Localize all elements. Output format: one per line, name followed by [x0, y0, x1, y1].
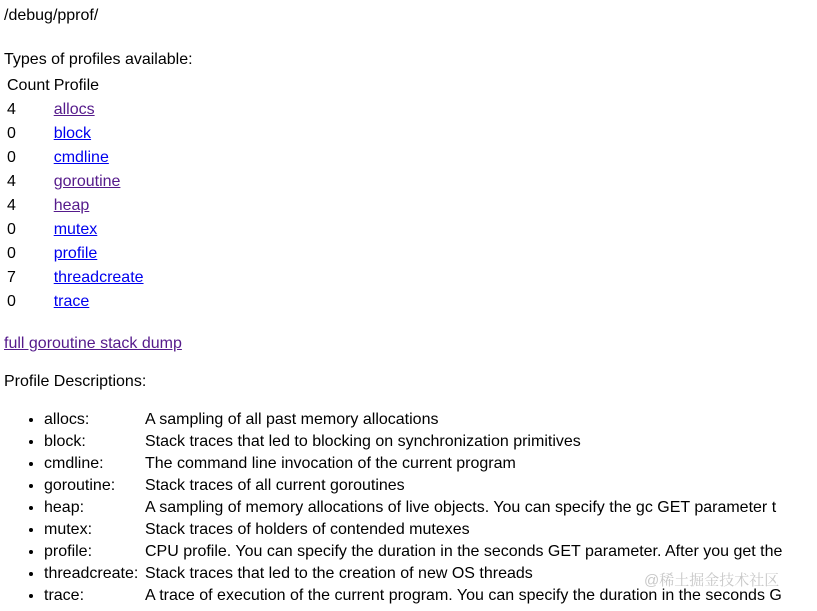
list-item — [44, 475, 817, 497]
profile-link-block[interactable]: block — [53, 125, 92, 142]
list-item — [44, 409, 817, 431]
profile-count: 4 — [7, 173, 16, 190]
profile-link-allocs[interactable]: allocs — [53, 101, 95, 118]
table-row — [6, 123, 145, 145]
profile-count: 0 — [7, 125, 16, 142]
profile-link-mutex[interactable]: mutex — [53, 221, 98, 238]
profile-link-cmdline[interactable]: cmdline — [53, 149, 109, 166]
table-row — [6, 267, 145, 289]
description-text: A sampling of memory allocations of live objects. You can specify the gc GET parameter t — [145, 499, 777, 516]
profile-link-threadcreate[interactable]: threadcreate — [53, 269, 144, 286]
full-dump-container — [4, 334, 182, 354]
profile-count: 7 — [7, 269, 16, 286]
description-text: Stack traces of holders of contended mutexes — [145, 521, 470, 538]
table-row — [6, 147, 145, 169]
description-text: A sampling of all past memory allocations — [145, 411, 439, 428]
profile-link-trace[interactable]: trace — [53, 293, 90, 310]
full-goroutine-dump-link[interactable]: full goroutine stack dump — [4, 335, 182, 352]
description-text: Stack traces that led to blocking on synchronization primitives — [145, 433, 581, 450]
profiles-table-body — [6, 99, 145, 313]
profile-cell — [53, 171, 145, 193]
profile-count: 0 — [7, 245, 16, 262]
description-name: threadcreate: — [44, 565, 139, 582]
table-row — [6, 291, 145, 313]
description-name: heap: — [44, 499, 85, 516]
descriptions-heading: Profile Descriptions: — [4, 373, 147, 390]
table-row — [6, 171, 145, 193]
list-item — [44, 519, 817, 541]
description-name: mutex: — [44, 521, 93, 538]
types-heading: Types of profiles available: — [4, 51, 193, 68]
watermark: @稀土掘金技术社区 — [644, 572, 780, 589]
profile-cell — [53, 267, 145, 289]
profile-count: 4 — [7, 197, 16, 214]
profile-link-heap[interactable]: heap — [53, 197, 90, 214]
description-name: profile: — [44, 543, 93, 560]
list-item — [44, 497, 817, 519]
count-column-header: Count — [7, 77, 50, 94]
table-row — [6, 219, 145, 241]
table-row — [6, 99, 145, 121]
profile-link-profile[interactable]: profile — [53, 245, 98, 262]
profile-cell — [53, 147, 145, 169]
page-path: /debug/pprof/ — [4, 7, 99, 24]
profile-count: 0 — [7, 293, 16, 310]
description-text: A trace of execution of the current program. You can specify the duration in the seconds G — [145, 587, 782, 604]
description-name: trace: — [44, 587, 85, 604]
description-name: cmdline: — [44, 455, 104, 472]
table-header-row — [6, 75, 145, 97]
profile-count: 0 — [7, 149, 16, 166]
profile-column-header: Profile — [53, 77, 100, 94]
description-name: allocs: — [44, 411, 90, 428]
profile-count: 0 — [7, 221, 16, 238]
profiles-table — [4, 73, 147, 315]
profile-cell — [53, 123, 145, 145]
profile-cell — [53, 243, 145, 265]
description-name: block: — [44, 433, 86, 450]
profile-cell — [53, 219, 145, 241]
description-text: The command line invocation of the current program — [145, 455, 516, 472]
list-item — [44, 431, 817, 453]
profile-cell — [53, 291, 145, 313]
list-item — [44, 453, 817, 475]
list-item — [44, 541, 817, 563]
table-row — [6, 243, 145, 265]
description-text: Stack traces of all current goroutines — [145, 477, 405, 494]
profile-cell — [53, 195, 145, 217]
description-text: Stack traces that led to the creation of new OS threads — [145, 565, 533, 582]
profile-cell — [53, 99, 145, 121]
table-row — [6, 195, 145, 217]
description-text: CPU profile. You can specify the duration in the seconds GET parameter. After you get the — [145, 543, 783, 560]
profile-link-goroutine[interactable]: goroutine — [53, 173, 121, 190]
description-name: goroutine: — [44, 477, 116, 494]
profile-count: 4 — [7, 101, 16, 118]
